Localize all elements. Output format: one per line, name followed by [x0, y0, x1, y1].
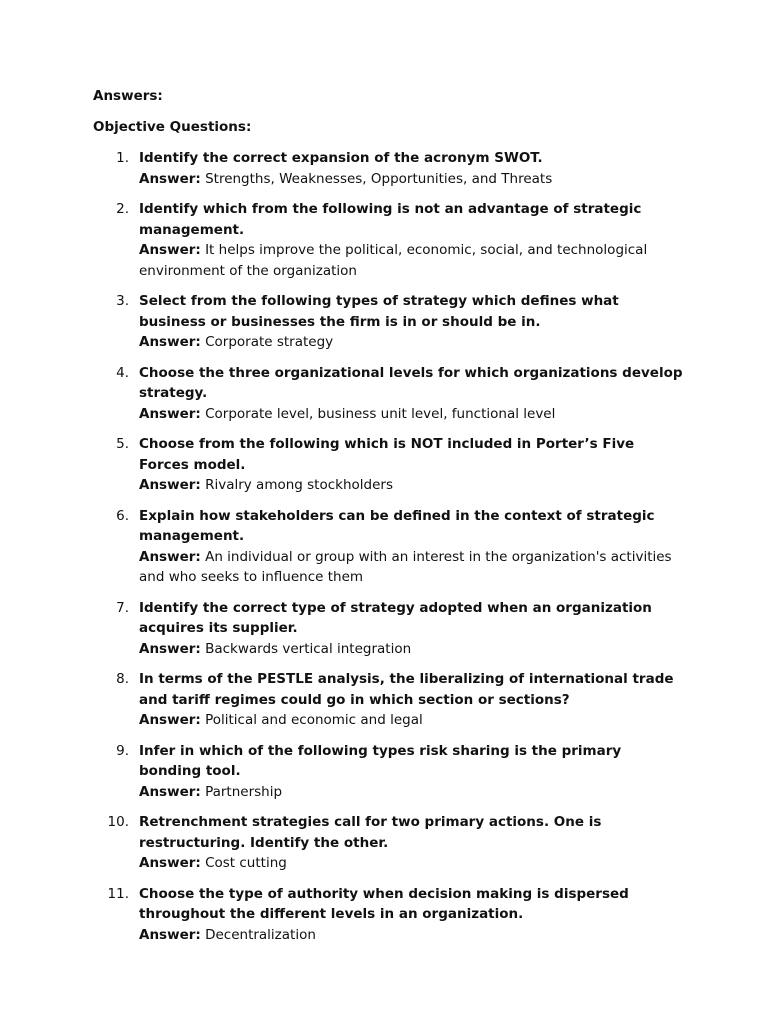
question-text: Choose the three organizational levels for which organizations develop strategy. [139, 364, 683, 401]
answer-line [139, 475, 683, 496]
question-number: 5. [116, 436, 129, 452]
answer-label: Answer: [139, 242, 201, 258]
question-item [93, 598, 683, 660]
answer-text: Backwards vertical integration [205, 640, 412, 657]
answer-text: Corporate level, business unit level, functional level [205, 405, 556, 422]
question-item [93, 148, 683, 189]
answer-label: Answer: [139, 926, 201, 943]
answer-line [139, 639, 683, 660]
question-text: Identify which from the following is not an advantage of strategic management. [139, 201, 642, 238]
answer-label: Answer: [139, 334, 201, 350]
answer-label: Answer: [139, 640, 201, 657]
answer-label: Answer: [139, 170, 201, 187]
answer-line [139, 782, 683, 803]
answer-text: Political and economic and legal [205, 712, 423, 728]
answer-line [139, 332, 683, 353]
answer-line [139, 169, 683, 190]
question-number: 3. [116, 293, 129, 309]
question-item [93, 741, 683, 803]
question-item [93, 669, 683, 731]
answer-label: Answer: [139, 405, 201, 422]
answer-label: Answer: [139, 712, 201, 728]
question-item [93, 199, 683, 281]
question-text: In terms of the PESTLE analysis, the liberalizing of international trade and tariff regimes could go in which section or sections? [139, 671, 674, 708]
question-text: Choose from the following which is NOT included in Porter’s Five Forces model. [139, 436, 635, 473]
question-number: 2. [116, 201, 129, 217]
question-text: Retrenchment strategies call for two primary actions. One is restructuring. Identify the other. [139, 814, 602, 851]
answer-text: Strengths, Weaknesses, Opportunities, and Threats [205, 170, 553, 187]
answer-line [139, 710, 683, 731]
question-item [93, 291, 683, 353]
answers-heading: Answers: [93, 88, 163, 104]
question-text: Explain how stakeholders can be defined in the context of strategic management. [139, 507, 655, 544]
objective-questions-heading: Objective Questions: [93, 119, 252, 135]
question-text: Identify the correct type of strategy adopted when an organization acquires its supplier. [139, 599, 652, 636]
question-number: 6. [116, 507, 129, 524]
answer-label: Answer: [139, 855, 201, 871]
answer-text: Corporate strategy [205, 334, 334, 350]
question-item [93, 363, 683, 425]
answer-text: An individual or group with an interest in the organization's activities and who seeks to influence them [139, 548, 672, 585]
question-number: 7. [116, 599, 129, 616]
question-number: 11. [107, 885, 129, 902]
question-text: Choose the type of authority when decision making is dispersed throughout the different levels in an organization. [139, 885, 629, 922]
question-item [93, 884, 683, 946]
answer-line [139, 547, 683, 588]
document-content [93, 86, 683, 955]
question-list [93, 148, 683, 945]
question-number: 4. [116, 364, 129, 381]
question-number: 9. [116, 742, 129, 759]
answer-line [139, 404, 683, 425]
answer-text: Partnership [205, 783, 283, 800]
answer-text: Cost cutting [205, 855, 287, 871]
answer-line [139, 925, 683, 946]
question-number: 10. [107, 814, 129, 830]
answer-label: Answer: [139, 548, 201, 565]
question-text: Select from the following types of strategy which defines what business or businesses the firm is in or should be in. [139, 293, 619, 330]
answer-label: Answer: [139, 477, 201, 493]
question-item [93, 506, 683, 588]
question-text: Identify the correct expansion of the acronym SWOT. [139, 150, 543, 166]
answer-line [139, 853, 683, 874]
answer-line [139, 240, 683, 281]
question-text: Infer in which of the following types risk sharing is the primary bonding tool. [139, 742, 622, 779]
question-number: 1. [116, 150, 129, 166]
answer-text: It helps improve the political, economic, social, and technological environment of the organization [139, 242, 648, 279]
question-item [93, 434, 683, 496]
question-number: 8. [116, 671, 129, 687]
answer-label: Answer: [139, 783, 201, 800]
question-item [93, 812, 683, 874]
answer-text: Decentralization [205, 926, 316, 943]
answer-text: Rivalry among stockholders [205, 477, 394, 493]
